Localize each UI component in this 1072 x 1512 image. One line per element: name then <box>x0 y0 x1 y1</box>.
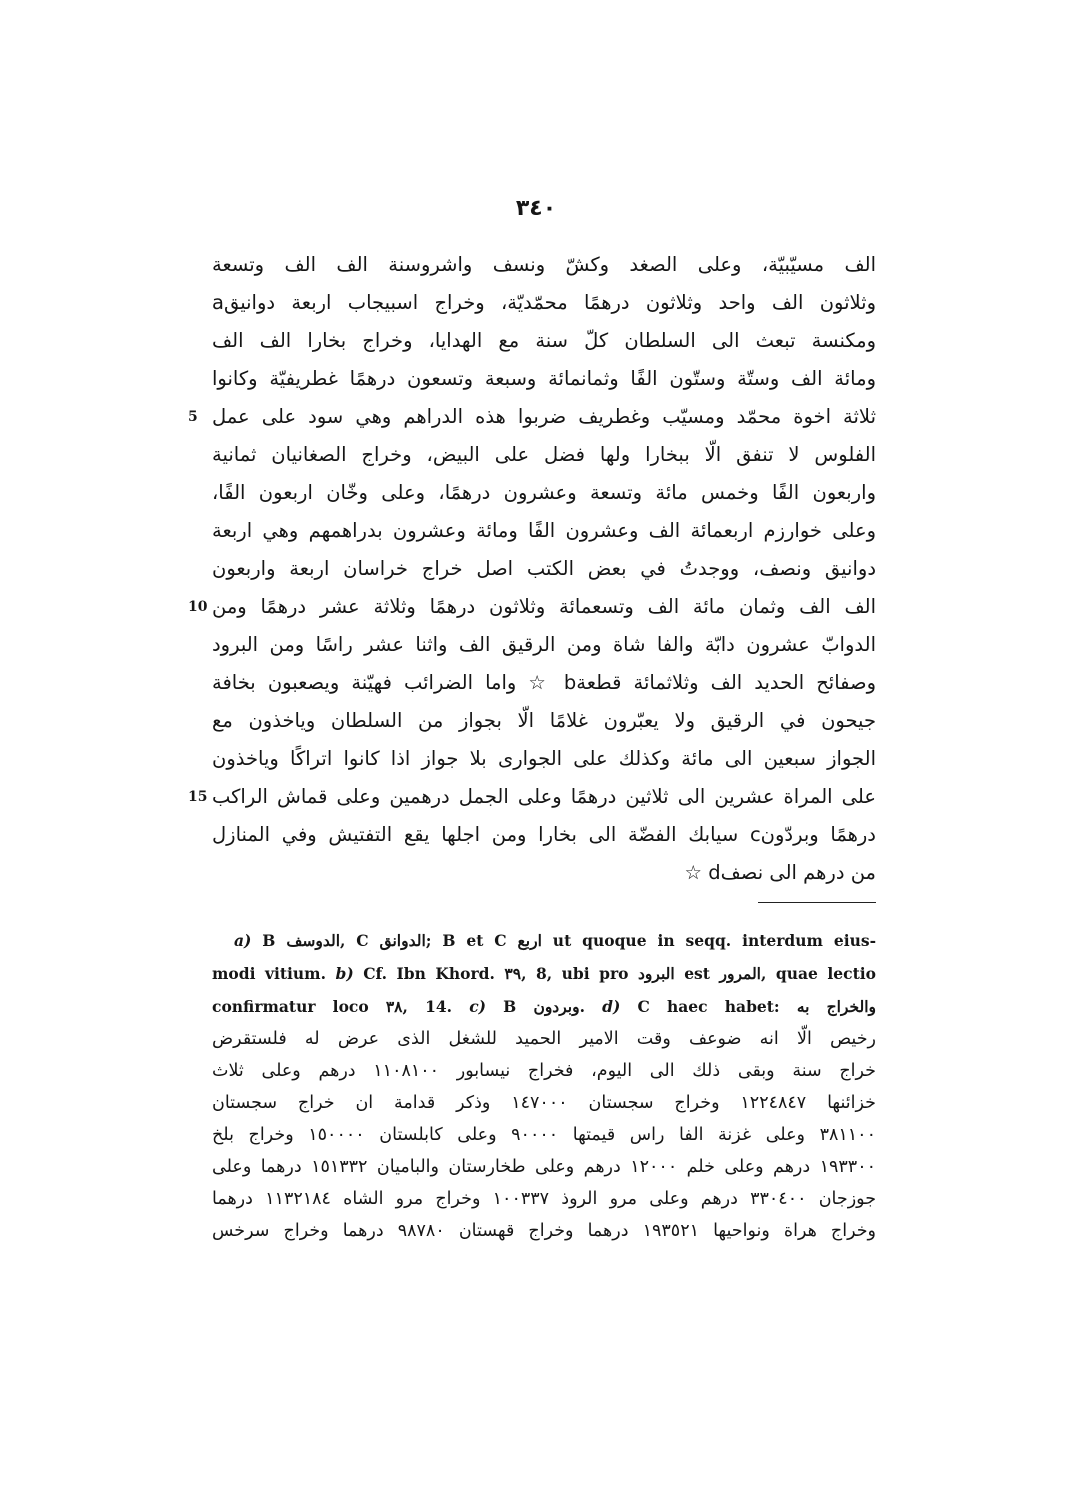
line-text: وثلاثون الف واحد وثلاثون درهمًا محمّديّة، وخراج اسبيجاب اربعة دوانيقa <box>212 291 876 314</box>
page-number: ٣٤٠ <box>515 196 557 221</box>
line-text: ومكنسة تبعث الى السلطان كلّ سنة مع الهدايا، وخراج بخارا الف الف <box>212 329 876 352</box>
line-text: الدوابّ عشرون دابّة والفا شاة ومن الرقيق الف واثنا عشر راسًا ومن البرود <box>212 633 876 656</box>
line-text: الف الف وثمان مائة الف وتسعمائة وثلاثون درهمًا وثلاثة عشر درهمًا ومن <box>212 595 876 618</box>
footnote-marker-b: b) <box>335 964 354 983</box>
text-line <box>212 360 876 398</box>
footnote-marker-c: c) <box>469 997 486 1016</box>
footnote-arabic-line: رخيص الّا انه ضوعف وقت الامير الحميد للشغل الذى عرض له فلستقرض <box>212 1029 876 1049</box>
footnote-arabic-line: ٣٨١١٠٠ وعلى غزنة الفا راس قيمتها ٩٠٠٠٠ وعلى كابلستان ١٥٠٠٠٠ وخراج بلخ <box>212 1125 876 1145</box>
text-line <box>212 816 876 854</box>
line-text: من درهم الى نصفd ☆ <box>684 861 876 884</box>
text-line <box>212 284 876 322</box>
text-line <box>212 550 876 588</box>
footnote-arabic-line: جوزجان ٣٣٠٤٠٠ درهم وعلى مرو الروذ ١٠٠٣٣٧ وخراج مرو الشاه ١١٣٢١٨٤ درهما <box>212 1189 877 1209</box>
line-text: ثلاثة اخوة محمّد ومسيّب وغطريف ضربوا هذه الدراهم وهي سود على عمل <box>212 405 876 428</box>
main-text <box>188 246 876 892</box>
footnote-d-text: C haec habet: والخراج به <box>637 997 876 1016</box>
line-text: على المراة عشرين الى ثلاثين درهمًا وعلى الجمل درهمين وعلى قماش الراكب <box>212 785 876 808</box>
text-line <box>212 246 876 284</box>
line-text: دوانيق ونصف، ووجدتُ في بعض الكتب اصل خراج خراسان اربعة واربعون <box>212 557 876 580</box>
line-text: درهمًا وبردّونc سيابك الفضّة الى بخارا ومن اجلها يقع التفتيش وفي المنازل <box>212 823 876 846</box>
text-line <box>212 512 876 550</box>
line-number: 15 <box>188 789 208 805</box>
footnotes <box>212 924 876 1247</box>
text-line <box>212 322 876 360</box>
text-line-last <box>212 854 876 892</box>
line-text: الجواز سبعين الى مائة وكذلك على الجوارى بلا جواز اذا كانوا اتراكًا وياخذون <box>212 747 876 770</box>
line-text: وصفائح الحديد الف وثلاثمائة قطعةb ☆ واما الضرائب فهيّنة ويصعبون بخافة <box>212 671 876 694</box>
footnote-arabic-line: ١٩٣٣٠٠ درهم وعلى خلم ١٢٠٠٠ درهم وعلى طخارستان والباميان ١٥١٣٣٢ درهما وعلى <box>212 1157 877 1177</box>
line-text: وعلى خوارزم اربعمائة الف وعشرون الفًا ومائة وعشرون بدراهمهم وهي اربعة <box>212 519 876 542</box>
text-line <box>212 702 876 740</box>
text-line <box>188 398 876 436</box>
line-text: واربعون الفًا وخمس مائة وتسعة وعشرون درهمًا، وعلى وخّان اربعون الفًا، <box>212 481 876 504</box>
line-text: جيحون في الرقيق ولا يعبّرون غلامًا الّا بجواز من السلطان وياخذون مع <box>212 709 876 732</box>
footnote-separator <box>758 902 876 903</box>
footnote-b-continuation: confirmatur loco ٣٨, 14. <box>212 997 453 1016</box>
footnote-c-text: B وبردون. <box>503 997 585 1016</box>
footnote-line <box>212 924 876 957</box>
footnote-arabic-line: خزائنها ١٢٢٤٨٤٧ وخراج سجستان ١٤٧٠٠٠ وذكر قدامة ان خراج سجستان <box>212 1093 876 1113</box>
footnote-line <box>212 990 876 1023</box>
line-number: 10 <box>188 599 208 615</box>
text-line <box>212 626 876 664</box>
text-line <box>188 778 876 816</box>
text-line <box>212 474 876 512</box>
text-line <box>212 436 876 474</box>
footnote-b-text: Cf. Ibn Khord. ٣٩, 8, ubi pro البرود est المرور, quae lectio <box>363 964 876 983</box>
footnote-a-text: B الدوسف, C الدوانق; B et C اربع ut quoque in seqq. interdum eius- <box>262 931 877 950</box>
line-number: 5 <box>188 409 198 425</box>
text-line <box>188 588 876 626</box>
footnote-marker-d: d) <box>602 997 621 1016</box>
line-text: الفلوس لا تنفق الّا ببخارا ولها فضل على البيض، وخراج الصغانيان ثمانية <box>212 443 876 466</box>
footnote-a-continuation: modi vitium. <box>212 964 326 983</box>
footnote-marker-a: a) <box>234 931 252 950</box>
text-line <box>212 664 876 702</box>
footnote-arabic-line: خراج سنة وبقى ذلك الى اليوم، فخراج نيسابور ١١٠٨١٠٠ درهم وعلى ثلاث <box>212 1061 876 1081</box>
footnote-arabic-line: وخراج هراة ونواحيها ١٩٣٥٢١ درهما وخراج قهستان ٩٨٧٨٠ درهما وخراج سرخس <box>212 1221 877 1241</box>
line-text: ومائة الف وستّة وستّون الفًا وثمانمائة وسبعة وتسعون درهمًا غطريفيّة وكانوا <box>212 367 876 390</box>
line-text: الف مسيّبيّة، وعلى الصغد وكشّ ونسف واشروسنة الف الف وتسعة <box>212 253 876 276</box>
text-line <box>212 740 876 778</box>
footnote-line <box>212 957 876 990</box>
